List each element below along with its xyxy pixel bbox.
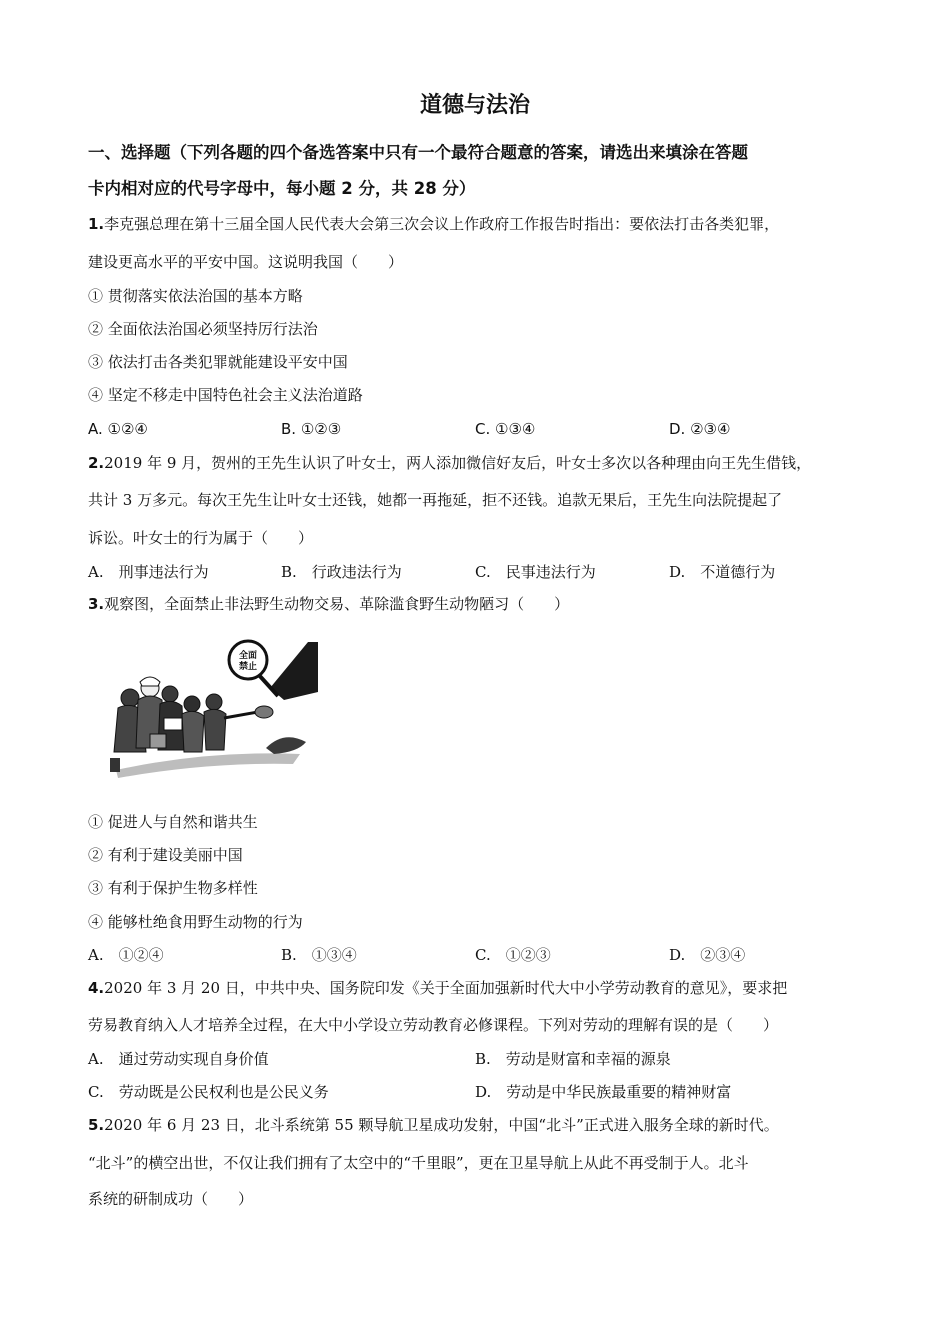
question-2-line-1	[88, 453, 811, 473]
question-5-number: 5.	[88, 1116, 105, 1134]
question-3-option-d[interactable]: D. ②③④	[669, 946, 746, 964]
ban-sign-text	[239, 649, 257, 672]
question-2-line-2: 共计 3 万多元。每次王先生让叶女士还钱，她都一再拖延，拒不还钱。追款无果后，王先生向法院提起了	[88, 491, 783, 509]
ban-sign-text-line-1: 全面	[238, 651, 258, 661]
question-3-statement-2: ② 有利于建设美丽中国	[88, 846, 243, 864]
question-2-option-b[interactable]: B. 行政违法行为	[281, 563, 402, 581]
question-4-option-c[interactable]: C. 劳动既是公民权利也是公民义务	[88, 1083, 329, 1101]
question-1-statement-4: ④ 坚定不移走中国特色社会主义法治道路	[88, 386, 363, 404]
artist-stamp	[110, 758, 120, 772]
question-1-option-a[interactable]: A. ①②④	[88, 420, 148, 438]
question-4-number: 4.	[88, 979, 105, 997]
section-heading-line-1: 一、选择题（下列各题的四个备选答案中只有一个最符合题意的答案，请选出来填涂在答题	[88, 143, 748, 162]
question-1-text: 李克强总理在第十三届全国人民代表大会第三次会议上作政府工作报告时指出：要依法打击各类犯罪，	[104, 215, 780, 233]
question-2-text: 2019 年 9 月，贺州的王先生认识了叶女士，两人添加微信好友后，叶女士多次以各种理由向王先生借钱，	[104, 454, 812, 472]
ban-sign-text-line-2: 禁止	[238, 662, 258, 672]
question-5-line-3: 系统的研制成功（ ）	[88, 1190, 254, 1208]
question-2-option-c[interactable]: C. 民事违法行为	[475, 563, 596, 581]
crowd-figures	[114, 677, 226, 752]
page-title: 道德与法治	[419, 93, 530, 118]
question-2-option-d[interactable]: D. 不道德行为	[669, 563, 776, 581]
question-4-option-b[interactable]: B. 劳动是财富和幸福的源泉	[475, 1050, 671, 1068]
question-4-option-d[interactable]: D. 劳动是中华民族最重要的精神财富	[475, 1083, 732, 1101]
question-3-statement-4: ④ 能够杜绝食用野生动物的行为	[88, 913, 303, 931]
question-1-line-2: 建设更高水平的平安中国。这说明我国（ ）	[88, 253, 404, 271]
wildlife-ban-cartoon	[88, 622, 318, 780]
question-3-option-a[interactable]: A. ①②④	[88, 946, 164, 964]
section-heading-line-2: 卡内相对应的代号字母中，每小题 2 分，共 28 分）	[88, 179, 476, 198]
question-3-option-b[interactable]: B. ①③④	[281, 946, 357, 964]
question-1-option-b[interactable]: B. ①②③	[281, 420, 342, 438]
question-3-option-c[interactable]: C. ①②③	[475, 946, 551, 964]
question-2-option-a[interactable]: A. 刑事违法行为	[88, 563, 209, 581]
question-2-number: 2.	[88, 454, 105, 472]
question-3-statement-1: ① 促进人与自然和谐共生	[88, 813, 258, 831]
question-1-option-c[interactable]: C. ①③④	[475, 420, 536, 438]
question-1-statement-3: ③ 依法打击各类犯罪就能建设平安中国	[88, 353, 348, 371]
question-3-line-1	[88, 594, 569, 614]
question-4-line-1	[88, 978, 787, 998]
question-3-text: 观察图，全面禁止非法野生动物交易、革除滥食野生动物陋习（ ）	[104, 595, 570, 613]
question-4-text: 2020 年 3 月 20 日，中共中央、国务院印发《关于全面加强新时代大中小学劳动教育的意见》，要求把	[104, 979, 788, 997]
question-1-statement-2: ② 全面依法治国必须坚持厉行法治	[88, 320, 318, 338]
question-1-statement-1: ① 贯彻落实依法治国的基本方略	[88, 287, 303, 305]
wild-animal	[266, 737, 306, 754]
question-3-statement-3: ③ 有利于保护生物多样性	[88, 879, 258, 897]
question-2-line-3: 诉讼。叶女士的行为属于（ ）	[88, 529, 314, 547]
question-3-number: 3.	[88, 595, 105, 613]
question-1-option-d[interactable]: D. ②③④	[669, 420, 731, 438]
question-5-text: 2020 年 6 月 23 日，北斗系统第 55 颗导航卫星成功发射，中国“北斗”正式进入服务全球的新时代。	[104, 1116, 779, 1134]
question-4-line-2: 劳易教育纳入人才培养全过程，在大中小学设立劳动教育必修课程。下列对劳动的理解有误的是（ ）	[88, 1016, 779, 1034]
question-1-number: 1.	[88, 215, 105, 233]
question-5-line-2: “北斗”的横空出世，不仅让我们拥有了太空中的“千里眼”，更在卫星导航上从此不再受制于人。北斗	[88, 1154, 749, 1172]
question-1-line-1	[88, 214, 779, 234]
question-4-option-a[interactable]: A. 通过劳动实现自身价值	[88, 1050, 269, 1068]
question-5-line-1	[88, 1115, 779, 1135]
